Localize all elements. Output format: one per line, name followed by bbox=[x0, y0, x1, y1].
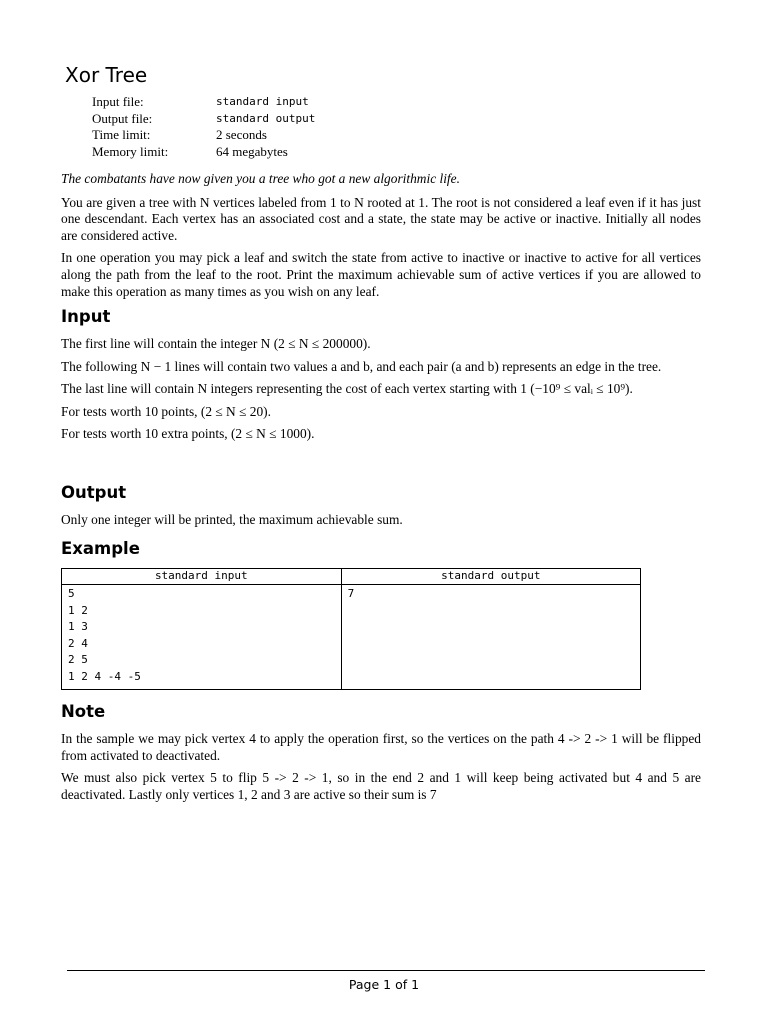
epigraph: The combatants have now given you a tree who got a new algorithmic life. bbox=[61, 171, 460, 186]
meta-value: 2 seconds bbox=[216, 127, 267, 142]
example-input-cell bbox=[62, 585, 342, 690]
input-paragraph: The last line will contain N integers representing the cost of each vertex starting with 1 (−10⁹ ≤ valᵢ ≤ 10⁹). bbox=[61, 381, 633, 397]
note-paragraph: We must also pick vertex 5 to flip 5 -> 2 -> 1, so in the end 2 and 1 will keep being activated but 4 and 5 are deactivated. Lastly only vertices 1, 2 and 3 are active so their sum is 7 bbox=[61, 770, 701, 802]
meta-label: Time limit: bbox=[92, 127, 151, 142]
example-header-row bbox=[62, 569, 641, 585]
example-table bbox=[61, 568, 641, 690]
example-input-line: 2 5 bbox=[68, 653, 88, 666]
meta-label: Input file: bbox=[92, 94, 144, 109]
section-heading: Output bbox=[61, 483, 127, 502]
example-input-line: 5 bbox=[68, 587, 75, 600]
statement-paragraph: In one operation you may pick a leaf and switch the state from active to inactive or inactive to active for all vertices along the path from the leaf to the root. Print the maximum achievable sum of active vertices if you are allowed to make this operation as many times as you wish on any leaf. bbox=[61, 250, 701, 299]
meta-row-output-file bbox=[92, 111, 315, 128]
meta-value: 64 megabytes bbox=[216, 143, 288, 159]
example-input-line: 1 2 4 -4 -5 bbox=[68, 669, 141, 683]
statement-paragraph: You are given a tree with N vertices labeled from 1 to N rooted at 1. The root is not considered a leaf even if it has just one descendant. Each vertex has an associated cost and a state, the state may be active or inactive. Initially all nodes are considered active. bbox=[61, 194, 701, 243]
meta-row-time-limit bbox=[92, 127, 315, 144]
note-paragraph: In the sample we may pick vertex 4 to apply the operation first, so the vertices on the path 4 -> 2 -> 1 will be flipped from activated to deactivated. bbox=[61, 731, 701, 763]
example-input-line: 1 3 bbox=[68, 620, 88, 633]
output-paragraph: Only one integer will be printed, the maximum achievable sum. bbox=[61, 512, 403, 527]
footer-rule bbox=[67, 970, 705, 971]
section-heading: Input bbox=[61, 307, 111, 326]
section-heading: Example bbox=[61, 539, 140, 558]
page-number: Page 1 of 1 bbox=[348, 977, 420, 992]
statement-block bbox=[61, 171, 701, 300]
meta-value: standard input bbox=[216, 95, 309, 108]
meta-row-input-file bbox=[92, 94, 315, 111]
example-column-header: standard input bbox=[62, 569, 342, 585]
input-paragraph: For tests worth 10 extra points, (2 ≤ N ≤ 1000). bbox=[61, 426, 315, 442]
example-output-line: 7 bbox=[347, 587, 355, 600]
section-heading: Note bbox=[61, 702, 106, 721]
input-paragraph: The first line will contain the integer N (2 ≤ N ≤ 200000). bbox=[61, 336, 371, 351]
example-output-cell bbox=[341, 585, 640, 690]
example-section bbox=[61, 539, 701, 690]
meta-value: standard output bbox=[216, 111, 316, 125]
problem-title: Xor Tree bbox=[65, 63, 148, 87]
example-input-line: 1 2 bbox=[68, 603, 88, 617]
note-section bbox=[61, 702, 701, 803]
problem-meta bbox=[92, 94, 315, 160]
input-paragraph: The following N − 1 lines will contain two values a and b, and each pair (a and b) represents an edge in the tree. bbox=[61, 358, 662, 374]
input-section bbox=[61, 307, 701, 443]
meta-label: Memory limit: bbox=[92, 143, 169, 159]
meta-label: Output file: bbox=[92, 110, 153, 126]
output-section bbox=[61, 483, 701, 529]
example-column-header: standard output bbox=[341, 569, 640, 585]
example-input-line: 2 4 bbox=[68, 636, 88, 650]
meta-row-memory-limit bbox=[92, 144, 315, 161]
example-data-row bbox=[62, 585, 641, 690]
input-paragraph: For tests worth 10 points, (2 ≤ N ≤ 20). bbox=[61, 403, 271, 419]
